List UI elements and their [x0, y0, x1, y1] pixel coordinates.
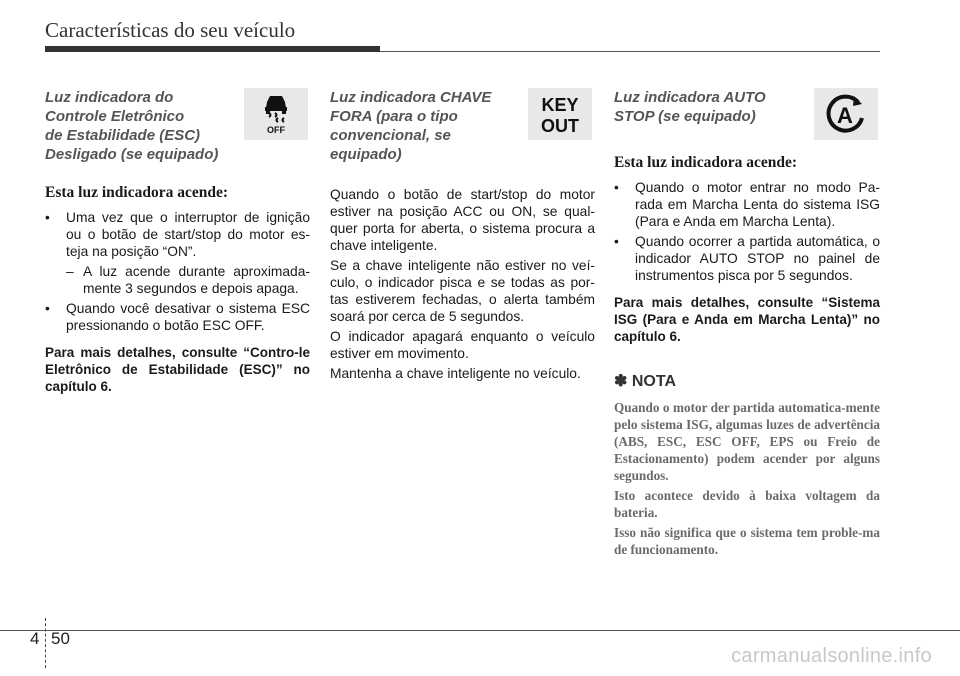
- auto-stop-letter: A: [837, 103, 853, 128]
- list-item: • Quando você desativar o sistema ESC pressionando o botão ESC OFF.: [45, 301, 310, 333]
- section-title: Luz indicadora CHAVE FORA (para o tipo convencional, se equipado): [330, 89, 492, 163]
- key-out-line1: KEY: [541, 95, 579, 115]
- auto-stop-icon: [814, 88, 878, 140]
- footer-divider: [45, 618, 46, 668]
- section-auto-stop: [614, 88, 880, 561]
- section-title: Luz indicadora do Controle Eletrônico de Estabilidade (ESC) Desligado (se equipado): [45, 89, 219, 163]
- nota-heading: ✽ NOTA: [614, 373, 676, 390]
- watermark: carmanualsonline.info: [731, 645, 932, 667]
- list-item: • Uma vez que o interruptor de ignição ou o botão de start/stop do motor es-teja na posição “ON”.: [45, 210, 310, 259]
- key-out-icon: [528, 88, 592, 140]
- page-number: 50: [51, 629, 70, 648]
- section-key-out: [330, 88, 595, 385]
- nota-paragraph: Isso não significa que o sistema tem proble-ma de funcionamento.: [614, 525, 880, 557]
- section-esc-off: [45, 88, 310, 395]
- paragraph: Mantenha a chave inteligente no veículo.: [330, 366, 581, 381]
- reference-note: Para mais detalhes, consulte “Sistema ISG (Para e Anda em Marcha Lenta)” no capítulo 6.: [614, 295, 880, 344]
- list-item: • Quando o motor entrar no modo Pa-rada em Marcha Lenta do sistema ISG (Para e Anda em Marcha Lenta).: [614, 180, 880, 229]
- chapter-number: 4: [30, 629, 40, 648]
- esc-off-icon: [244, 88, 308, 140]
- nota-paragraph: Isto acontece devido à baixa voltagem da bateria.: [614, 488, 880, 520]
- section-title: Luz indicadora AUTO STOP (se equipado): [614, 89, 766, 125]
- list-item: • Quando ocorrer a partida automática, o indicador AUTO STOP no painel de instrumentos pisca por 5 segundos.: [614, 234, 880, 283]
- paragraph: Quando o botão de start/stop do motor estiver na posição ACC ou ON, se qual-quer porta for aberta, o sistema procura a chave inteligente.: [330, 187, 595, 253]
- header-rule-thin: [380, 51, 880, 52]
- paragraph: Se a chave inteligente não estiver no veí-culo, o indicador pisca e se todas as por-tas estiverem fechadas, o alerta também soará por cerca de 5 segundos.: [330, 258, 595, 324]
- subheading: Esta luz indicadora acende:: [45, 184, 228, 201]
- nota-paragraph: Quando o motor der partida automatica-mente pelo sistema ISG, algumas luzes de advertência (ABS, ESC, ESC OFF, EPS ou Freio de Estacionamento) podem acender por alguns segundos.: [614, 400, 880, 483]
- key-out-line2: OUT: [541, 116, 579, 136]
- reference-note: Para mais detalhes, consulte “Contro-le Eletrônico de Estabilidade (ESC)” no capítulo 6.: [45, 345, 310, 394]
- footer-rule: [0, 630, 960, 631]
- header-rule-thick: [45, 46, 380, 52]
- list-subitem: – A luz acende durante aproximada-mente 3 segundos e depois apaga.: [66, 264, 310, 296]
- header-title: Características do seu veículo: [45, 18, 296, 42]
- subheading: Esta luz indicadora acende:: [614, 154, 797, 171]
- paragraph: O indicador apagará enquanto o veículo estiver em movimento.: [330, 329, 595, 361]
- esc-off-icon-label: OFF: [267, 125, 285, 135]
